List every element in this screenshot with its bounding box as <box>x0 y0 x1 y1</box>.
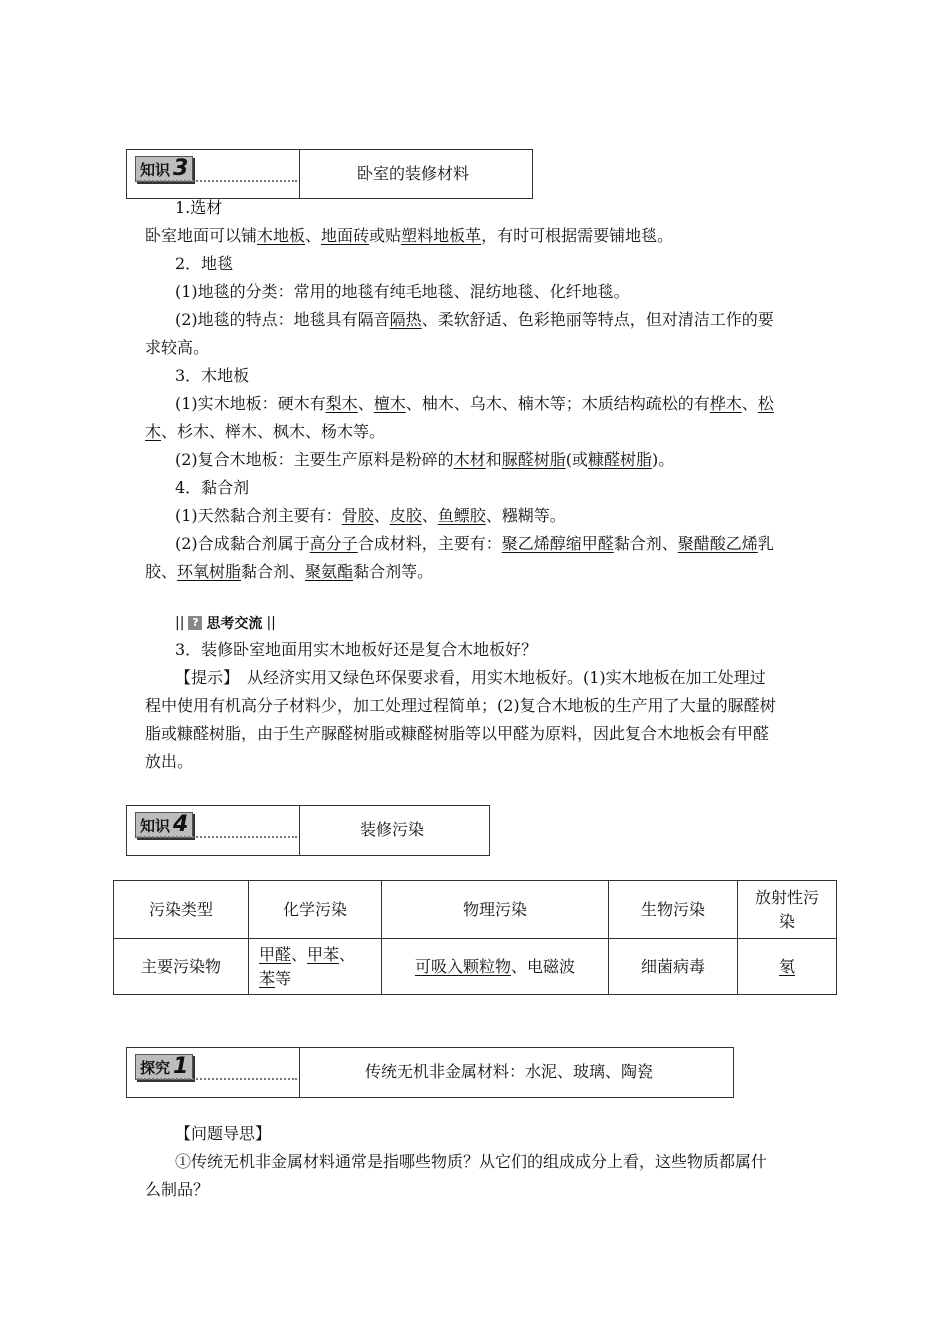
table-cell: 甲醛、甲苯、 苯等 <box>249 939 382 995</box>
heading-2: 2．地毯 <box>175 254 234 273</box>
heading-4: 4．黏合剂 <box>175 478 250 497</box>
dotted-divider <box>137 180 297 182</box>
heading-3: 3．木地板 <box>175 366 250 385</box>
table-cell: 放射性污 染 <box>738 881 837 939</box>
divider <box>299 806 300 855</box>
paragraph: (2)复合木地板：主要生产原料是粉碎的木材和脲醛树脂(或糠醛树脂)。 <box>175 450 675 469</box>
paragraph: ①传统无机非金属材料通常是指哪些物质？从它们的组成成分上看，这些物质都属什 <box>175 1152 768 1171</box>
divider <box>299 1048 300 1097</box>
divider <box>299 150 300 198</box>
paragraph: 么制品？ <box>145 1180 210 1199</box>
dotted-divider <box>137 1078 297 1080</box>
heading-1: 1.选材 <box>175 198 223 217</box>
think-discuss-label: || ? 思考交流 || <box>175 615 276 632</box>
paragraph: (2)合成黏合剂属于高分子合成材料，主要有：聚乙烯醇缩甲醛黏合剂、聚醋酸乙烯乳 <box>175 534 774 553</box>
question-icon: ? <box>188 616 202 630</box>
knowledge-badge: 知识 3 <box>135 156 193 182</box>
paragraph: 求较高。 <box>145 338 210 357</box>
explore-badge: 探究 1 <box>135 1054 193 1080</box>
paragraph: 卧室地面可以铺木地板、地面砖或贴塑料地板革，有时可根据需要铺地毯。 <box>145 226 674 245</box>
section-header-explore-1 <box>126 1047 734 1098</box>
paragraph: (2)地毯的特点：地毯具有隔音隔热、柔软舒适、色彩艳丽等特点，但对清洁工作的要 <box>175 310 774 329</box>
paragraph: (1)地毯的分类：常用的地毯有纯毛地毯、混纺地毯、化纤地毯。 <box>175 282 630 301</box>
table-cell: 污染类型 <box>114 881 249 939</box>
knowledge-badge: 知识 4 <box>135 812 193 838</box>
question: 3．装修卧室地面用实木地板好还是复合木地板好？ <box>175 640 538 659</box>
table-cell: 细菌病毒 <box>609 939 738 995</box>
table-row <box>114 939 837 995</box>
paragraph: (1)天然黏合剂主要有：骨胶、皮胶、鱼鳔胶、糨糊等。 <box>175 506 566 525</box>
hint-paragraph: 放出。 <box>145 752 194 771</box>
table-cell: 物理污染 <box>382 881 609 939</box>
table-cell: 化学污染 <box>249 881 382 939</box>
section-header-knowledge-4 <box>126 805 490 856</box>
section-title: 卧室的装修材料 <box>357 164 470 183</box>
paragraph: 胶、环氧树脂黏合剂、聚氨酯黏合剂等。 <box>145 562 434 581</box>
question-guide-heading: 【问题导思】 <box>175 1124 272 1143</box>
table-cell: 氡 <box>738 939 837 995</box>
hint-paragraph: 【提示】 从经济实用又绿色环保要求看，用实木地板好。(1)实木地板在加工处理过 <box>175 668 766 687</box>
paragraph: 木、杉木、榉木、枫木、杨木等。 <box>145 422 386 441</box>
section-title: 传统无机非金属材料：水泥、玻璃、陶瓷 <box>365 1062 654 1081</box>
hint-paragraph: 脂或糠醛树脂，由于生产脲醛树脂或糠醛树脂等以甲醛为原料，因此复合木地板会有甲醛 <box>145 724 770 743</box>
section-header-knowledge-3 <box>126 149 533 199</box>
table-cell: 生物污染 <box>609 881 738 939</box>
dotted-divider <box>137 836 297 838</box>
table-cell: 主要污染物 <box>114 939 249 995</box>
table-row <box>114 881 837 939</box>
section-title: 装修污染 <box>360 820 425 839</box>
paragraph: (1)实木地板：硬木有梨木、檀木、柚木、乌木、楠木等；木质结构疏松的有桦木、松 <box>175 394 774 413</box>
table-cell: 可吸入颗粒物、电磁波 <box>382 939 609 995</box>
pollution-table <box>113 880 837 995</box>
hint-paragraph: 程中使用有机高分子材料少，加工处理过程简单；(2)复合木地板的生产用了大量的脲醛树 <box>145 696 776 715</box>
